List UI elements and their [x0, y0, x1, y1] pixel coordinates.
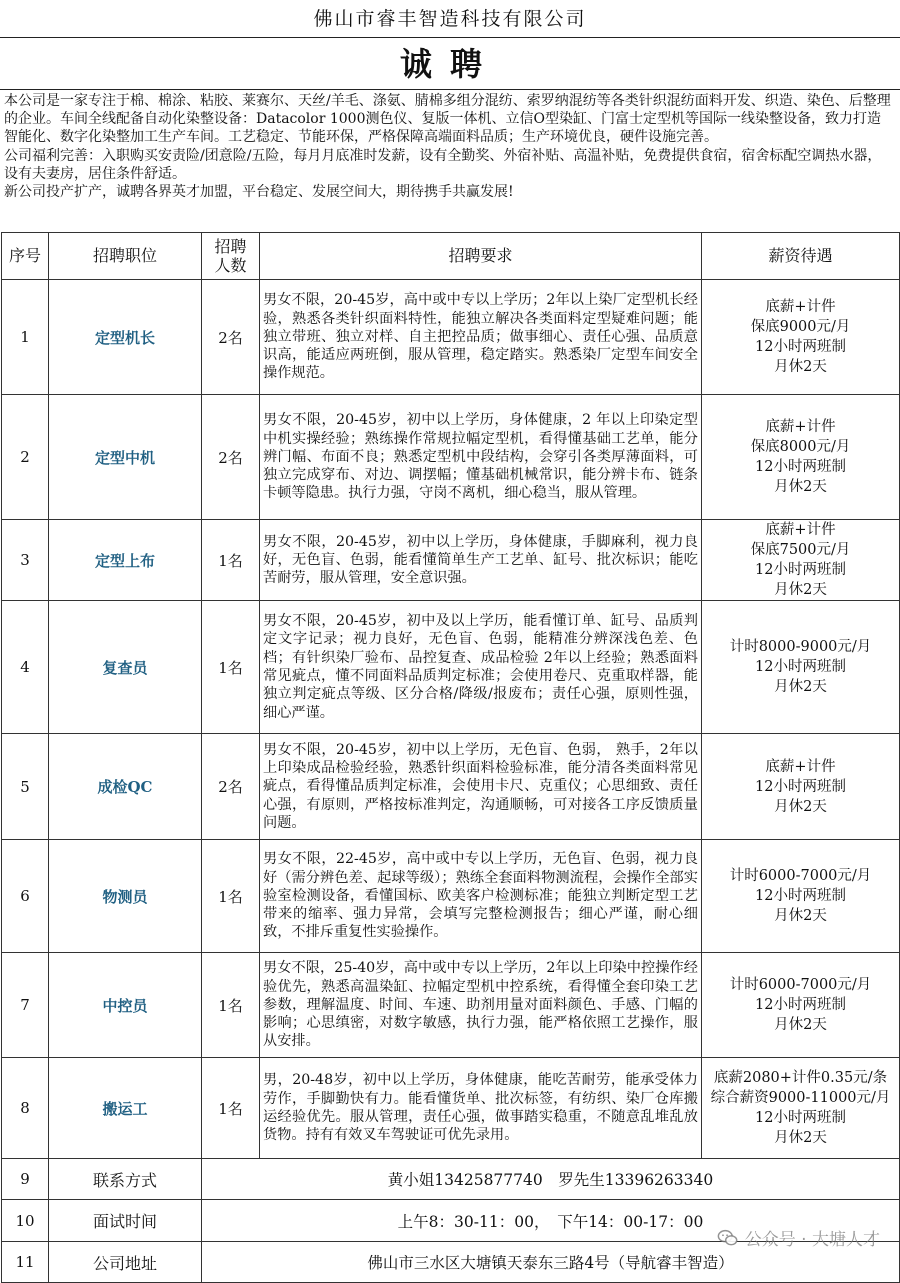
- salary-line: 12小时两班制: [755, 562, 846, 578]
- info-label: 公司地址: [49, 1242, 202, 1283]
- row-number: 1: [2, 280, 49, 395]
- page-title: 诚聘: [0, 38, 900, 90]
- salary-line: 计时6000-7000元/月: [729, 868, 872, 884]
- salary-line: 月休2天: [774, 1130, 827, 1146]
- row-number: 9: [2, 1159, 49, 1200]
- contact-value: 黄小姐13425877740 罗先生13396263340: [202, 1159, 900, 1200]
- job-title: 中控员: [49, 953, 202, 1058]
- watermark-text: 公众号 · 大塘人才: [744, 1230, 880, 1250]
- job-title: 定型机长: [49, 280, 202, 395]
- salary-cell: [702, 520, 900, 601]
- salary-line: 月休2天: [774, 679, 827, 695]
- salary-line: 月休2天: [774, 359, 827, 375]
- table-row: [2, 395, 900, 520]
- header-salary: 薪资待遇: [702, 233, 900, 280]
- table-row: [2, 280, 900, 395]
- salary-line: 底薪2080+计件0.35元/条: [713, 1070, 888, 1086]
- company-intro: [4, 92, 894, 201]
- headcount: 1名: [202, 520, 260, 601]
- salary-line: 12小时两班制: [755, 888, 846, 904]
- header-headcount: 招聘人数: [202, 233, 260, 280]
- headcount: 2名: [202, 395, 260, 520]
- watermark: [717, 1225, 880, 1250]
- job-requirements: 男女不限，22-45岁，高中或中专以上学历，无色盲、色弱，视力良好（需分辨色差、起球等级）；熟练全套面料物测流程，会操作全部实验室检测设备，看懂国标、欧美客户检测标准；能独立判断定型工艺带来的缩率、强力异常，会填写完整检测报告；细心严谨，耐心细致，不排斥重复性实验操作。: [260, 840, 702, 953]
- job-requirements: 男女不限，20-45岁，初中以上学历，身体健康，手脚麻利，视力良好，无色盲、色弱，能看懂简单生产工艺单、缸号、批次标识；能吃苦耐劳，服从管理，安全意识强。: [260, 520, 702, 601]
- salary-line: 12小时两班制: [755, 659, 846, 675]
- job-requirements: 男女不限，20-45岁，高中或中专以上学历；2年以上染厂定型机长经验，熟悉各类针织面料特性，能独立解决各类面料定型疑难问题；能独立带班、独立对样、自主把控品质；做事细心、责任心强、品质意识高，能适应两班倒，服从管理，稳定踏实。熟悉染厂定型车间安全操作规范。: [260, 280, 702, 395]
- table-row: [2, 1058, 900, 1159]
- salary-line: 计时6000-7000元/月: [729, 977, 872, 993]
- salary-cell: [702, 395, 900, 520]
- salary-line: 底薪+计件: [765, 419, 836, 435]
- job-title: 定型上布: [49, 520, 202, 601]
- row-number: 4: [2, 601, 49, 734]
- header-position: 招聘职位: [49, 233, 202, 280]
- salary-cell: [702, 734, 900, 840]
- salary-line: 月休2天: [774, 479, 827, 495]
- salary-line: 12小时两班制: [755, 339, 846, 355]
- intro-paragraph-invitation: 新公司投产扩产，诚聘各界英才加盟，平台稳定、发展空间大，期待携手共赢发展!: [4, 184, 514, 201]
- table-row: [2, 520, 900, 601]
- salary-cell: [702, 280, 900, 395]
- address-value: 佛山市三水区大塘镇天泰东三路4号（导航睿丰智造）: [202, 1242, 900, 1283]
- company-name: 佛山市睿丰智造科技有限公司: [0, 0, 900, 38]
- row-number: 5: [2, 734, 49, 840]
- salary-line: 综合薪资9000-11000元/月: [710, 1090, 891, 1106]
- job-requirements: 男女不限，20-45岁，初中以上学历，身体健康，2 年以上印染定型中机实操经验；熟练操作常规拉幅定型机，看得懂基础工艺单，能分辨门幅、布面不良；熟悉定型机中段结构，会穿引各类厚薄面料，可独立完成穿布、对边、调摆幅；懂基础机械常识，能分辨卡布、链条卡顿等隐患。执行力强，守岗不离机，细心稳当，服从管理。: [260, 395, 702, 520]
- salary-line: 12小时两班制: [755, 778, 846, 795]
- job-requirements: 男女不限，20-45岁，初中及以上学历，能看懂订单、缸号、品质判定文字记录；视力良好，无色盲、色弱，能精准分辨深浅色差、色档；有针织染厂验布、品控复查、成品检验 2年以上经验；熟悉面料常见疵点，懂不同面料品质判定标准；会使用卷尺、克重取样器，能独立判定疵点等级、区分合格/降级/报废布；责任心强，原则性强，细心严谨。: [260, 601, 702, 734]
- table-row: [2, 734, 900, 840]
- table-row: [2, 601, 900, 734]
- intro-paragraph-profile: 本公司是一家专注于棉、棉涂、粘胶、莱赛尔、天丝/羊毛、涤氨、腈棉多组分混纺、索罗纳混纺等各类针织混纺面料开发、织造、染色、后整理的企业。车间全线配备自动化染整设备：Datacolor 1000测色仪、复版一体机、立信O型染缸、门富士定型机等国际一线染整设备，致力打造智能化、数字化染整加工生产车间。工艺稳定、节能环保，严格保障高端面料品质；生产环境优良，硬件设施完善。: [4, 93, 891, 146]
- interview-time-value: 上午8：30-11：00， 下午14：00-17：00: [202, 1200, 900, 1242]
- job-requirements: 男女不限，20-45岁，初中以上学历，无色盲、色弱， 熟手，2年以上印染成品检验经验，熟悉针织面料检验标准，能分清各类面料常见疵点，看得懂品质判定标准，会使用卡尺、克重仪；心思细致、责任心强，有原则，严格按标准判定，沟通顺畅，可对接各工序反馈质量问题。: [260, 734, 702, 840]
- salary-cell: [702, 840, 900, 953]
- info-row-contact: [2, 1159, 900, 1200]
- salary-line: 计时8000-9000元/月: [729, 639, 872, 655]
- header-number: 序号: [2, 233, 49, 280]
- row-number: 6: [2, 840, 49, 953]
- salary-cell: [702, 601, 900, 734]
- salary-cell: [702, 1058, 900, 1159]
- salary-line: 底薪+计件: [765, 299, 836, 315]
- row-number: 3: [2, 520, 49, 601]
- table-row: [2, 840, 900, 953]
- salary-line: 月休2天: [774, 582, 827, 598]
- salary-line: 12小时两班制: [755, 1110, 846, 1126]
- headcount: 1名: [202, 601, 260, 734]
- salary-line: 月休2天: [774, 1017, 827, 1033]
- headcount: 1名: [202, 840, 260, 953]
- info-label: 面试时间: [49, 1200, 202, 1242]
- job-title: 成检QC: [49, 734, 202, 840]
- row-number: 8: [2, 1058, 49, 1159]
- salary-line: 月休2天: [774, 798, 827, 815]
- salary-line: 保底9000元/月: [750, 319, 851, 335]
- headcount: 1名: [202, 953, 260, 1058]
- salary-line: 月休2天: [774, 908, 827, 924]
- job-requirements: 男女不限，25-40岁，高中或中专以上学历，2年以上印染中控操作经验优先，熟悉高温染缸、拉幅定型机中控系统，看得懂全套印染工艺参数，理解温度、时间、车速、助剂用量对面料颜色、手感、门幅的影响；心思缜密，对数字敏感，执行力强，能严格依照工艺操作，服从安排。: [260, 953, 702, 1058]
- wechat-icon: [717, 1227, 739, 1249]
- row-number: 11: [2, 1242, 49, 1283]
- headcount: 1名: [202, 1058, 260, 1159]
- job-table: [1, 232, 900, 1283]
- salary-line: 保底7500元/月: [750, 542, 851, 558]
- salary-line: 底薪+计件: [765, 758, 836, 775]
- row-number: 7: [2, 953, 49, 1058]
- headcount: 2名: [202, 280, 260, 395]
- info-label: 联系方式: [49, 1159, 202, 1200]
- salary-line: 12小时两班制: [755, 459, 846, 475]
- job-title: 定型中机: [49, 395, 202, 520]
- header-requirements: 招聘要求: [260, 233, 702, 280]
- job-title: 复查员: [49, 601, 202, 734]
- row-number: 2: [2, 395, 49, 520]
- salary-cell: [702, 953, 900, 1058]
- job-title: 搬运工: [49, 1058, 202, 1159]
- job-title: 物测员: [49, 840, 202, 953]
- table-header-row: [2, 233, 900, 280]
- salary-line: 底薪+计件: [765, 522, 836, 538]
- headcount: 2名: [202, 734, 260, 840]
- job-requirements: 男，20-48岁，初中以上学历，身体健康，能吃苦耐劳，能承受体力劳作，手脚勤快有力。能看懂货单、批次标签，有纺织、染厂仓库搬运经验优先。服从管理，责任心强，做事踏实稳重，不随意乱堆乱放货物。持有有效叉车驾驶证可优先录用。: [260, 1058, 702, 1159]
- table-row: [2, 953, 900, 1058]
- row-number: 10: [2, 1200, 49, 1242]
- intro-paragraph-benefits: 公司福利完善：入职购买安责险/团意险/五险，每月月底准时发薪，设有全勤奖、外宿补贴、高温补贴，免费提供食宿，宿舍标配空调热水器，设有夫妻房，居住条件舒适。: [4, 147, 882, 182]
- salary-line: 保底8000元/月: [750, 439, 851, 455]
- salary-line: 12小时两班制: [755, 997, 846, 1013]
